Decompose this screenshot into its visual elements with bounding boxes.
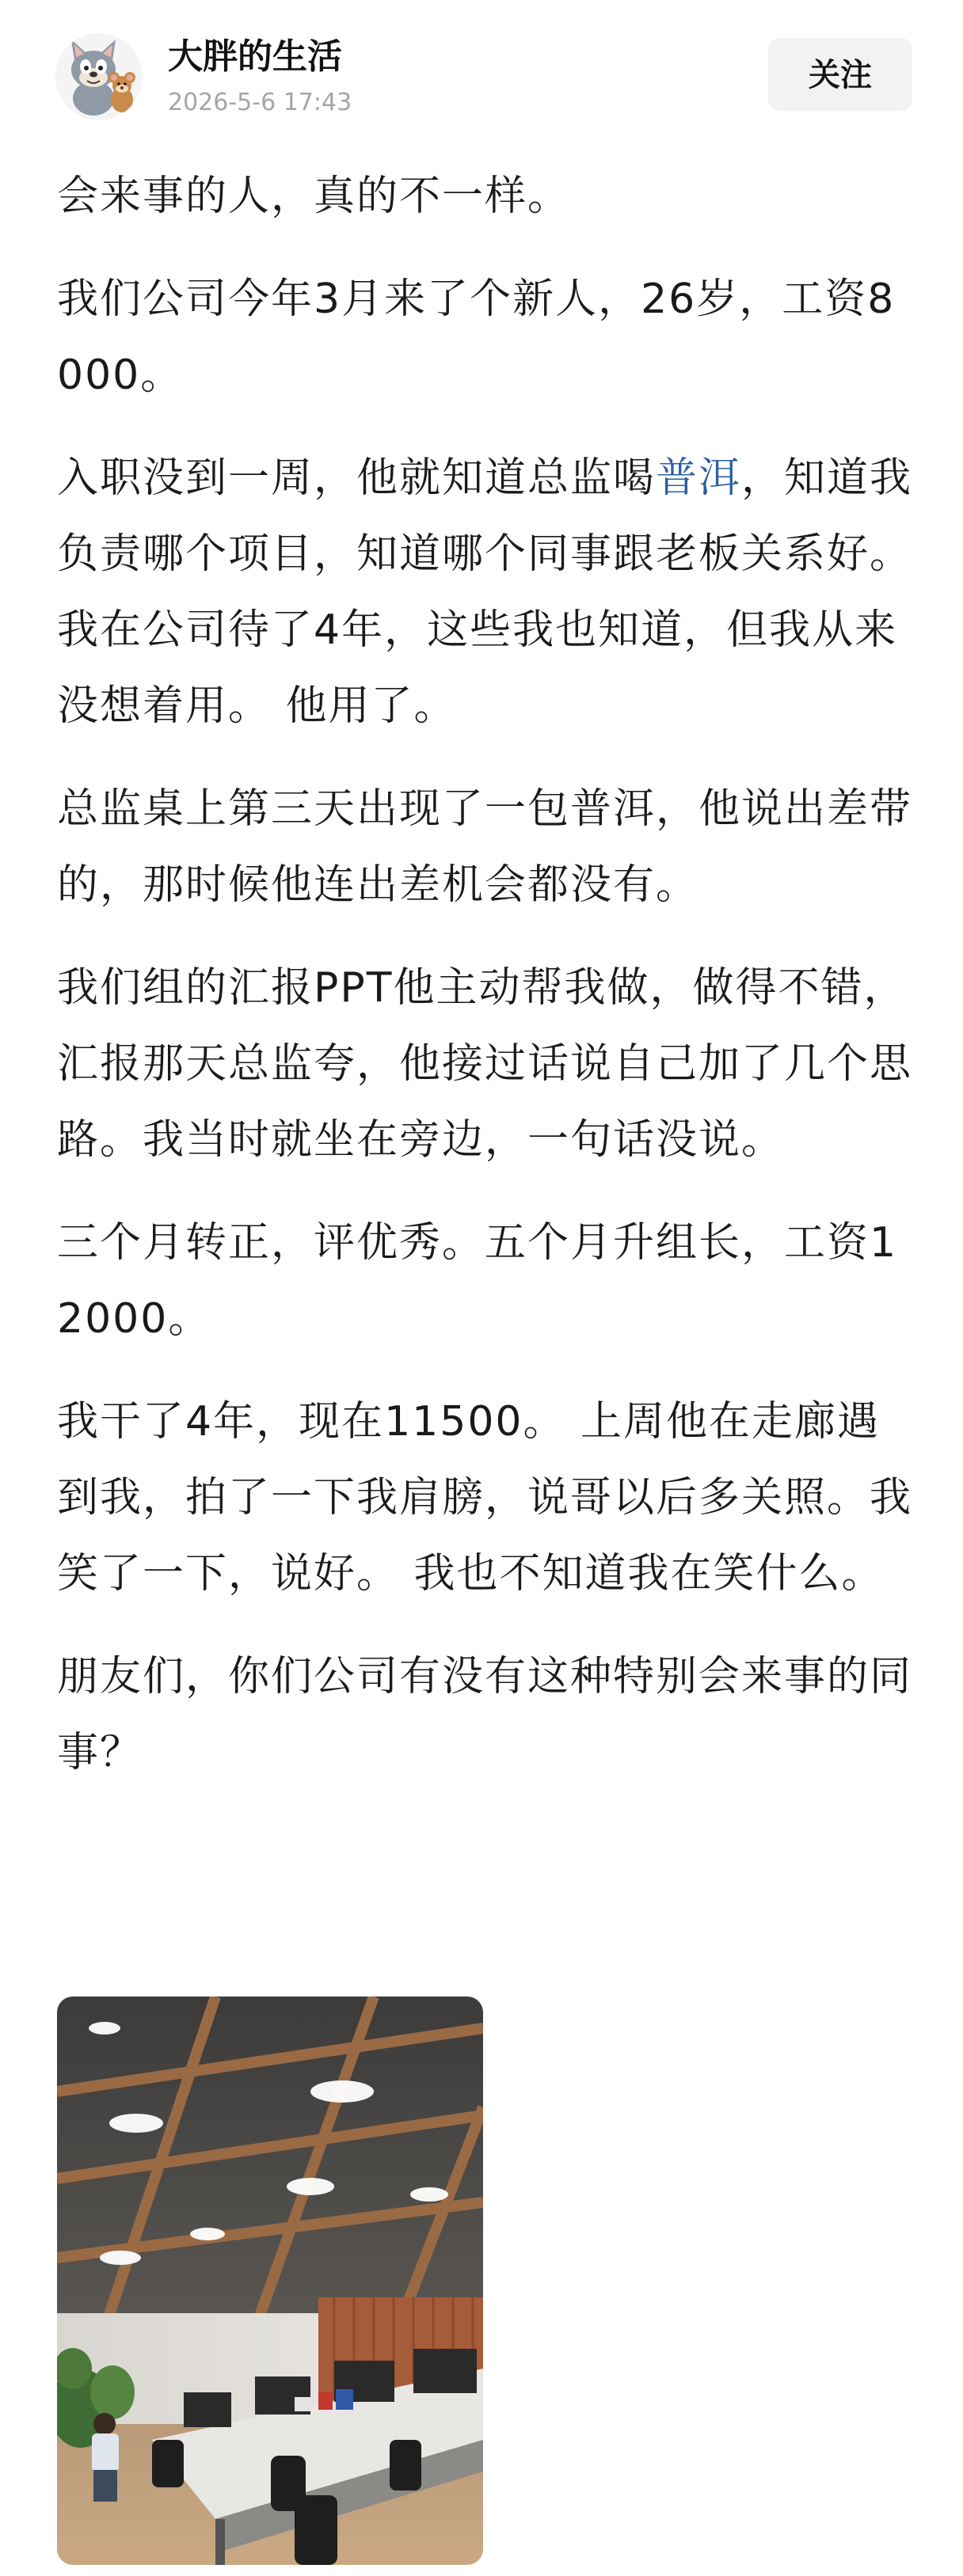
cartoon-cat-mouse-avatar-icon <box>55 33 143 120</box>
post-paragraph-7: 我干了4年，现在11500。 上周他在走廊遇到我，拍了一下我肩膀，说哥以后多关照。我笑了一下，说好。 我也不知道我在笑什么。 <box>57 1398 913 1598</box>
post-paragraph-5: 我们组的汇报PPT他主动帮我做，做得不错，汇报那天总监夸，他接过话说自己加了几个思路。我当时就坐在旁边，一句话没说。 <box>57 964 913 1164</box>
hashtag-link[interactable]: 普洱 <box>656 454 742 502</box>
author-name[interactable]: 大胖的生活 <box>168 36 342 77</box>
post-paragraph-6: 三个月转正，评优秀。五个月升组长，工资12000。 <box>57 1219 898 1343</box>
post-header <box>0 0 963 158</box>
post-paragraph-3 <box>57 440 920 744</box>
office-photo-illustration <box>57 1997 483 2565</box>
post-image-office[interactable] <box>57 1997 483 2565</box>
author-avatar[interactable] <box>55 33 143 120</box>
post-timestamp: 2026-5-6 17:43 <box>168 89 352 116</box>
post-paragraph-1: 会来事的人，真的不一样。 <box>57 173 571 220</box>
post-text: 入职没到一周，他就知道总监喝 <box>57 454 657 502</box>
follow-button[interactable]: 关注 <box>768 38 912 111</box>
post-paragraph-2: 我们公司今年3月来了个新人，26岁，工资8000。 <box>57 275 896 399</box>
post-paragraph-8: 朋友们，你们公司有没有这种特别会来事的同事？ <box>57 1653 913 1776</box>
post-text: ，知道我负责哪个项目，知道哪个同事跟老板关系好。我在公司待了4年，这些我也知道，但我从来没想着用。 他用了。 <box>57 454 913 730</box>
post-body <box>57 158 920 1818</box>
post-paragraph-4: 总监桌上第三天出现了一包普洱，他说出差带的，那时候他连出差机会都没有。 <box>57 785 913 909</box>
